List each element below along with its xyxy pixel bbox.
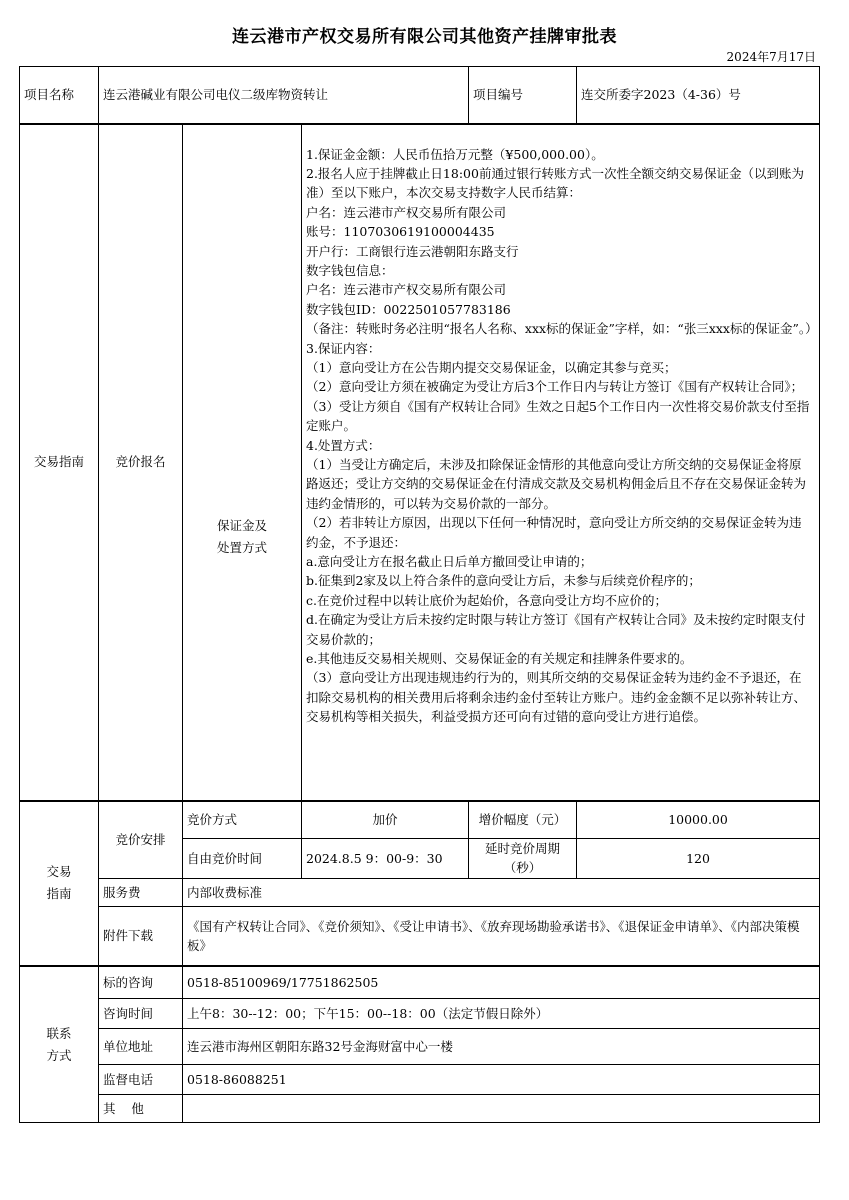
approval-table <box>19 66 820 1123</box>
guide-line: d.在确定为受让方后未按约定时限与转让方签订《国有产权转让合同》及未按约定时限支付交易价款的； <box>306 612 806 647</box>
guide-line: a.意向受让方在报名截止日后单方撤回受让申请的； <box>306 554 593 570</box>
guide-line: （1）当受让方确定后，未涉及扣除保证金情形的其他意向受让方所交纳的交易保证金将原路返还；受让方交纳的交易保证金在付清成交款及交易机构佣金后且不存在交易保证金转为违约金情形的，可以转为交易价款的一部分。 <box>306 457 807 511</box>
contact-row-label: 标的咨询 <box>99 966 183 998</box>
contact-row-label: 其 他 <box>99 1094 183 1122</box>
guide-line: 2.报名人应于挂牌截止日18:00前通过银行转账方式一次性全额交纳交易保证金（以到账为准）至以下账户，本次交易支持数字人民币结算： <box>306 165 804 201</box>
guide-line: 户名：连云港市产权交易所有限公司 <box>306 282 507 298</box>
guide-line: （3）意向受让方出现违规违约行为的，则其所交纳的交易保证金转为违约金不予退还，在扣除交易机构的相关费用后将剩余违约金付至转让方账户。违约金金额不足以弥补转让方、交易机构等相关损失，利益受损方还可向有过错的意向受让方进行追偿。 <box>306 670 807 725</box>
contact-row <box>20 1028 820 1064</box>
contact-row <box>20 1094 820 1122</box>
contact-row-label: 单位地址 <box>99 1028 183 1064</box>
bid-register-label: 竞价报名 <box>99 124 183 801</box>
guide-line: （1）意向受让方在公告期内提交交易保证金，以确定其参与竞买； <box>306 359 677 375</box>
deposit-label-line1: 保证金及 <box>216 518 267 533</box>
attachments-label: 附件下载 <box>99 906 183 966</box>
contact-row <box>20 966 820 998</box>
project-name-label: 项目名称 <box>20 67 99 124</box>
bid-method-value: 加价 <box>302 801 469 839</box>
guide-line: （备注：转账时务必注明“报名人名称、xxx标的保证金”字样，如：“张三xxx标的保证金”。） <box>306 321 818 337</box>
project-row <box>20 67 820 124</box>
contact-row <box>20 1064 820 1094</box>
increment-value: 10000.00 <box>577 801 820 839</box>
project-code-label: 项目编号 <box>469 67 577 124</box>
guide-line: 数字钱包信息： <box>306 262 394 278</box>
guide-line: 数字钱包ID：0022501057783186 <box>306 301 511 317</box>
guide-line: （3）受让方须自《国有产权转让合同》生效之日起5个工作日内一次性将交易价款支付至指定账户。 <box>306 398 810 434</box>
guide-line: （2）意向受让方须在被确定为受让方后3个工作日内与转让方签订《国有产权转让合同》； <box>306 379 804 395</box>
free-bid-time-label: 自由竞价时间 <box>183 839 302 879</box>
contact-row-value: 上午8：30--12：00；下午15：00--18：00（法定节假日除外） <box>183 998 820 1028</box>
delay-period-value: 120 <box>577 839 820 879</box>
increment-label: 增价幅度（元） <box>469 801 577 839</box>
contact-label-line2: 方式 <box>46 1047 72 1063</box>
service-fee-label: 服务费 <box>99 878 183 906</box>
page-title: 连云港市产权交易所有限公司其他资产挂牌审批表 <box>232 27 617 47</box>
guide-line: e.其他违反交易相关规则、交易保证金的有关规定和挂牌条件要求的。 <box>306 651 693 667</box>
delay-period-label: 延时竞价周期（秒） <box>469 839 577 879</box>
deposit-handling-label <box>183 124 302 801</box>
trade-guide2-label <box>20 801 99 967</box>
deposit-label-line2: 处置方式 <box>216 540 267 555</box>
contact-row-value: 连云港市海州区朝阳东路32号金海财富中心一楼 <box>183 1028 820 1064</box>
guide-line: 3.保证内容： <box>306 340 381 356</box>
contact-label-line1: 联系 <box>46 1025 72 1041</box>
bidding-arrangement-label: 竞价安排 <box>99 801 183 879</box>
trade-guide2-label-line1: 交易 <box>46 864 72 880</box>
guide-line: b.征集到2家及以上符合条件的意向受让方后，未参与后续竞价程序的； <box>306 573 701 589</box>
guide-line: 账号：1107030619100004435 <box>306 224 495 240</box>
trade-guide2-label-line2: 指南 <box>46 886 72 902</box>
project-name-value: 连云港碱业有限公司电仪二级库物资转让 <box>99 67 469 124</box>
contact-row-label: 咨询时间 <box>99 998 183 1028</box>
guide-line: 开户行：工商银行连云港朝阳东路支行 <box>306 243 519 259</box>
bid-method-row <box>20 801 820 839</box>
trade-guide-label: 交易指南 <box>20 124 99 801</box>
bid-method-label: 竞价方式 <box>183 801 302 839</box>
contact-row-value: 0518-86088251 <box>183 1064 820 1094</box>
project-code-value: 连交所委字2023（4-36）号 <box>577 67 820 124</box>
guide-line: 1.保证金金额：人民币伍拾万元整（¥500,000.00）。 <box>306 146 604 162</box>
contact-row <box>20 998 820 1028</box>
attachments-value: 《国有产权转让合同》、《竞价须知》、《受让申请书》、《放弃现场勘验承诺书》、《退保证金申请单》、《内部决策模板》 <box>183 906 820 966</box>
deposit-terms-text <box>302 124 820 801</box>
free-bid-time-value: 2024.8.5 9：00-9：30 <box>302 839 469 879</box>
service-fee-value: 内部收费标准 <box>183 878 820 906</box>
contact-label <box>20 966 99 1122</box>
attachments-row <box>20 906 820 966</box>
guide-line: 4.处置方式： <box>306 437 381 453</box>
contact-row-label: 监督电话 <box>99 1064 183 1094</box>
contact-row-value: 0518-85100969/17751862505 <box>183 966 820 998</box>
document-date: 2024年7月17日 <box>726 50 816 64</box>
guide-line: （2）若非转让方原因，出现以下任何一种情况时，意向受让方所交纳的交易保证金转为违约金，不予退还： <box>306 515 802 550</box>
guide-line: c.在竞价过程中以转让底价为起始价，各意向受让方均不应价的； <box>306 592 667 608</box>
contact-row-value <box>183 1094 820 1122</box>
trade-guide-row <box>20 124 820 801</box>
service-fee-row <box>20 878 820 906</box>
guide-line: 户名：连云港市产权交易所有限公司 <box>306 204 507 220</box>
